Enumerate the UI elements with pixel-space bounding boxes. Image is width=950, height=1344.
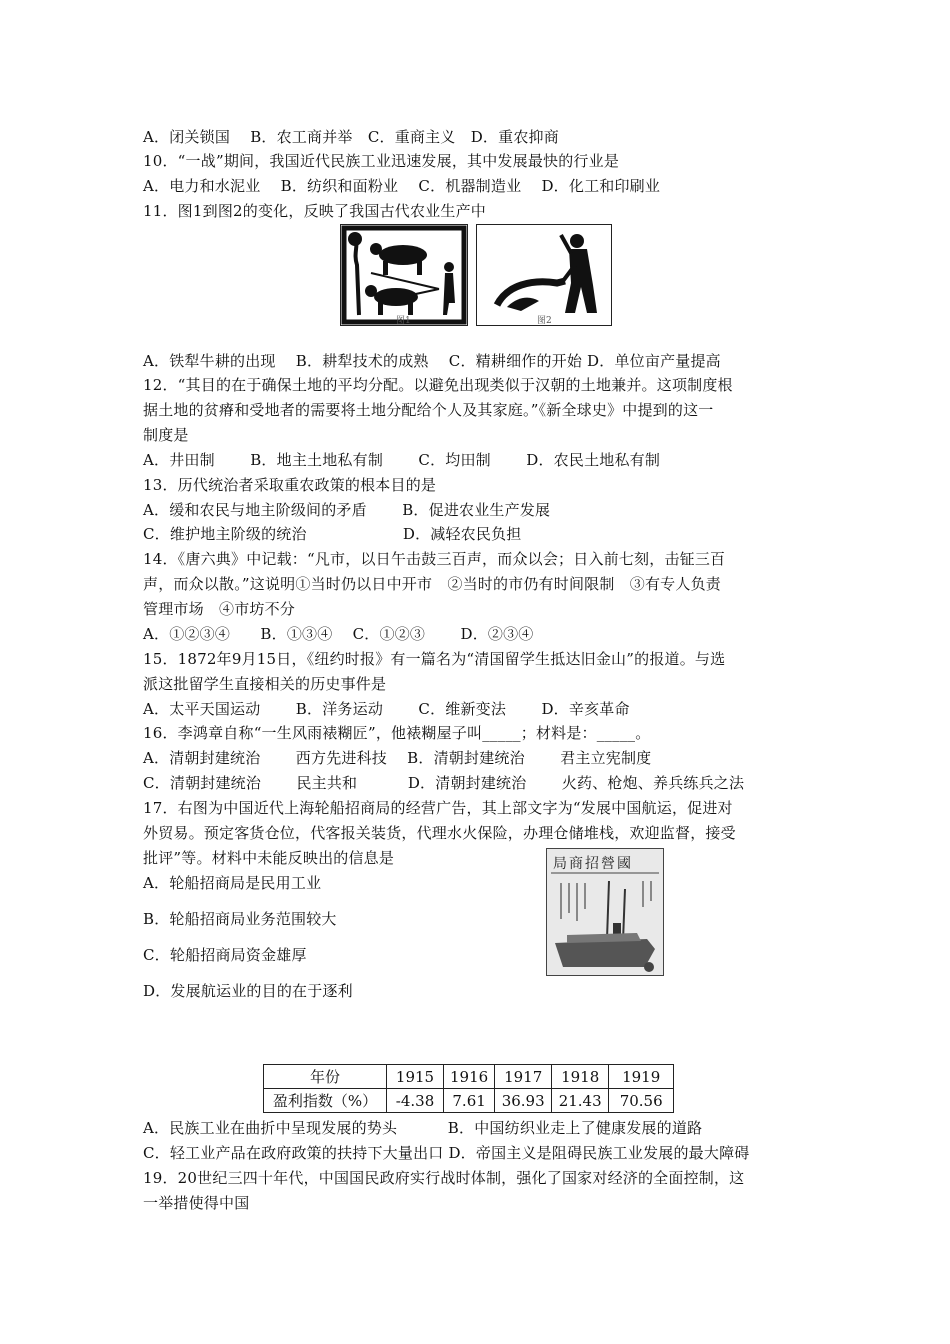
profit-index-table [263, 1064, 674, 1113]
q12-options: A．井田制 B．地主土地私有制 C．均田制 D．农民土地私有制 [143, 451, 661, 469]
table-cell: 70.56 [609, 1089, 674, 1113]
q12-line2: 据土地的贫瘠和受地者的需要将土地分配给个人及其家庭。”《新全球史》中提到的这一 [143, 401, 714, 419]
q17-option-b: B．轮船招商局业务范围较大 [143, 910, 337, 928]
q16-stem: 16．李鸿章自称“一生风雨裱糊匠”，他裱糊屋子叫_____；材料是：_____。 [143, 724, 651, 742]
q15-line2: 派这批留学生直接相关的历史事件是 [143, 675, 387, 693]
q17-line1: 17．右图为中国近代上海轮船招商局的经营广告，其上部文字为“发展中国航运，促进对 [143, 799, 733, 817]
figure-1-caption: 图1 [396, 316, 411, 326]
q17-option-c: C．轮船招商局资金雄厚 [143, 946, 307, 964]
q17-line2: 外贸易。预定客货仓位，代客报关装货，代理水火保险，办理仓储堆栈，欢迎监督，接受 [143, 824, 736, 842]
figure-2-caption: 图2 [537, 316, 552, 326]
table-cell: 1917 [495, 1065, 552, 1089]
table-cell: 36.93 [495, 1089, 552, 1113]
table-cell: 7.61 [444, 1089, 495, 1113]
advertisement-title: 局商招營國 [553, 856, 633, 872]
q13-options-cd: C．维护地主阶级的统治 D．减轻农民负担 [143, 525, 522, 543]
q16-options-cd: C．清朝封建统治 民主共和 D．清朝封建统治 火药、枪炮、养兵练兵之法 [143, 774, 745, 792]
q19-line2: 一举措使得中国 [143, 1194, 250, 1212]
q14-line2: 声，而众以散。”这说明①当时仍以日中开市 ②当时的市仍有时间限制 ③有专人负责 [143, 575, 721, 593]
q18-options-ab: A．民族工业在曲折中呈现发展的势头 B．中国纺织业走上了健康发展的道路 [143, 1119, 703, 1137]
q12-line3: 制度是 [143, 426, 189, 444]
q11-options: A．铁犁牛耕的出现 B．耕犁技术的成熟 C．精耕细作的开始 D．单位亩产量提高 [143, 352, 721, 370]
q10-stem: 10．“一战”期间，我国近代民族工业迅速发展，其中发展最快的行业是 [143, 152, 620, 170]
table-cell: 1916 [444, 1065, 495, 1089]
q14-line1: 14．《唐六典》中记载：“凡市，以日午击鼓三百声，而众以会；日入前七刻，击钲三百 [143, 550, 726, 568]
table-row-profit [264, 1089, 674, 1113]
q17-line3: 批评”等。材料中未能反映出的信息是 [143, 849, 395, 867]
q15-line1: 15．1872年9月15日，《纽约时报》有一篇名为“清国留学生抵达旧金山”的报道。与选 [143, 650, 726, 668]
table-cell: 1918 [552, 1065, 609, 1089]
table-cell: 1919 [609, 1065, 674, 1089]
q17-option-d: D．发展航运业的目的在于逐利 [143, 982, 353, 1000]
figure-2-curved-plow [476, 224, 612, 326]
q9-options: A．闭关锁国 B．农工商并举 C．重商主义 D．重农抑商 [143, 128, 559, 146]
q13-options-ab: A．缓和农民与地主阶级间的矛盾 B．促进农业生产发展 [143, 501, 551, 519]
q13-stem: 13．历代统治者采取重农政策的根本目的是 [143, 476, 437, 494]
q12-line1: 12．“其目的在于确保土地的平均分配。以避免出现类似于汉朝的土地兼并。这项制度根 [143, 376, 733, 394]
q10-options: A．电力和水泥业 B．纺织和面粉业 C．机器制造业 D．化工和印刷业 [143, 177, 661, 195]
steamship-company-advertisement [546, 848, 664, 976]
figure-1-ox-plowing [340, 224, 468, 326]
q18-options-cd: C．轻工业产品在政府政策的扶持下大量出口 D．帝国主义是阻碍民族工业发展的最大障碍 [143, 1144, 750, 1162]
table-cell: 1915 [387, 1065, 444, 1089]
q19-line1: 19．20世纪三四十年代，中国国民政府实行战时体制，强化了国家对经济的全面控制，这 [143, 1169, 745, 1187]
q14-line3: 管理市场 ④市坊不分 [143, 600, 296, 618]
table-cell: 21.43 [552, 1089, 609, 1113]
q17-option-a: A．轮船招商局是民用工业 [143, 874, 322, 892]
table-row-years [264, 1065, 674, 1089]
table-cell: -4.38 [387, 1089, 444, 1113]
curved-plow-illustration [477, 225, 611, 325]
table-header-year: 年份 [264, 1065, 387, 1089]
ox-plow-illustration [341, 225, 467, 325]
table-header-profit: 盈利指数（%） [264, 1089, 387, 1113]
q16-options-ab: A．清朝封建统治 西方先进科技 B．清朝封建统治 君主立宪制度 [143, 749, 652, 767]
q15-options: A．太平天国运动 B．洋务运动 C．维新变法 D．辛亥革命 [143, 700, 630, 718]
q14-options: A．①②③④ B．①③④ C．①②③ D．②③④ [143, 625, 534, 643]
q11-stem: 11．图1到图2的变化，反映了我国古代农业生产中 [143, 202, 486, 220]
